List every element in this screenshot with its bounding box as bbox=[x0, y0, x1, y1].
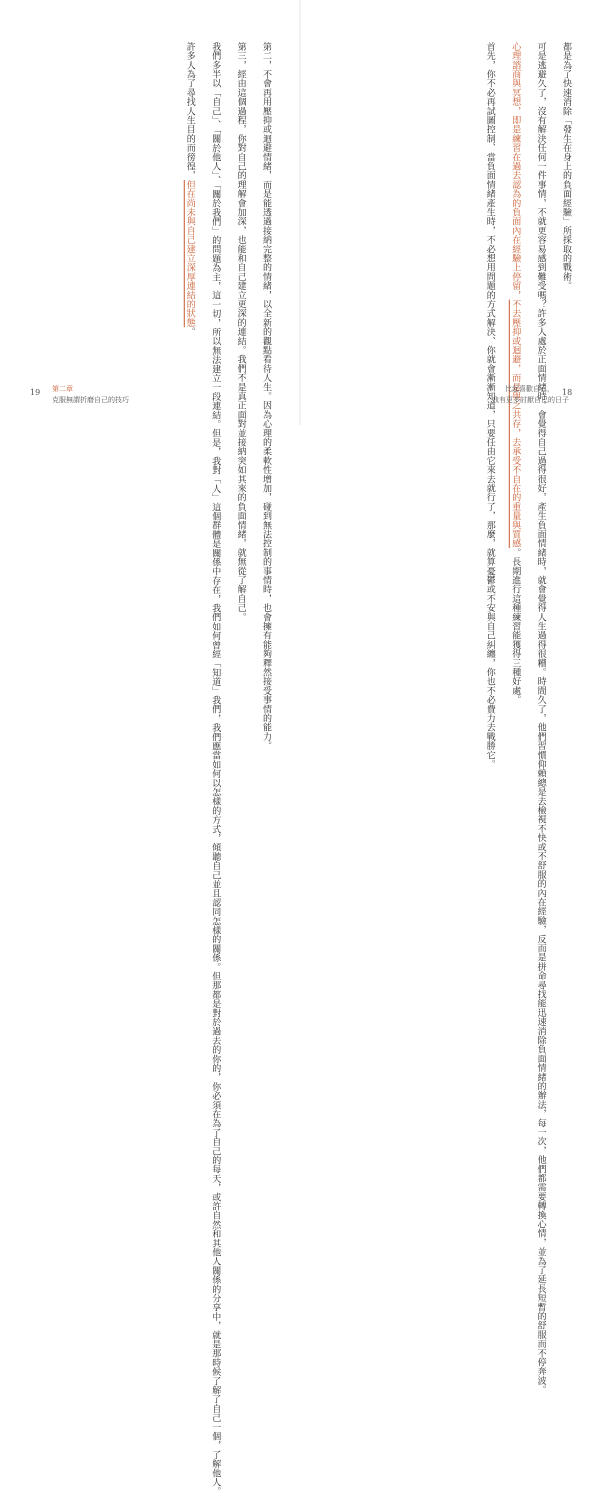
book-title-line-1: 比起喜歡自己， bbox=[505, 385, 554, 393]
paragraph-text: 許多人為了尋找人生目的而徬徨， bbox=[184, 42, 195, 180]
paragraph: 第二，不會再用壓抑或迴避情緒，而是能透過接納完整的情緒，以全新的觀點看待人生。因為心理的柔軟性增加，碰到無法控制的事情時，也會擁有能夠釋然接受事情的能力。 bbox=[261, 42, 271, 751]
highlighted-text: 不去壓抑或迴避，而是與之共存，去承受不自在的重量與質感 bbox=[510, 299, 521, 549]
book-title-line-2: 我有更多討厭自己的日子 bbox=[492, 396, 569, 404]
paragraph: 第三，經由這個過程，你對自己的理解會加深，也能和自己建立更深的連結。我們不是真正面對並接納突如其來的負面情緒，就無從了解自己。 bbox=[235, 42, 246, 622]
chapter-label: 第二章 bbox=[52, 385, 73, 393]
highlighted-text: 但在尚未與自己建立深厚連結的狀態 bbox=[184, 180, 195, 328]
highlighted-text: 心理諮商與冥想，即是練習在過去認為的負面內在經驗上停留， bbox=[510, 42, 521, 300]
paragraph: 都是為了快速消除「發生在身上的負面經驗」所採取的戰術。 bbox=[561, 42, 571, 291]
paragraph-text: 。 bbox=[184, 327, 195, 337]
paragraph-text: 。長期進行這種練習能獲得三種好處。 bbox=[510, 548, 521, 705]
paragraph-highlighted bbox=[182, 42, 195, 362]
paragraph: 我們多半以「自己」、「關於他人」、「關於我們」的問題為主，這一切，所以無法建立一段連結。但是，我對「人」這個群體是關係中存在，我們如何曾經「知道」我們，我們應當如何以怎樣的方式，傾聽自己並且認同怎樣的關係。但那都是對於過去的你的，你必須在為了自己的每天，或許自然和其他人關係的分享中，就是那時候了解了自己一個，了解他人。 bbox=[210, 42, 221, 1496]
running-footer bbox=[52, 384, 142, 406]
page-number: 18 bbox=[562, 388, 573, 397]
right-page bbox=[300, 0, 600, 1395]
paragraph: 首先，你不必再試圖控制、當負面情緒產生時，不必想用問題的方式解決、你就會漸漸知道，只要任由它來去就行了，那麼，就算憂鬱或不安與自己糾纏，你也不必費力去戰勝它。 bbox=[484, 42, 495, 769]
paragraph-highlighted bbox=[508, 42, 521, 705]
page-number: 19 bbox=[30, 388, 41, 397]
chapter-title: 克服無謂折磨自己的技巧 bbox=[52, 396, 129, 404]
paragraph: 可是逃避久了，沒有解決任何一件事情，不就更容易感到難受嗎？許多人處於正面情緒時，會覺得自己過得很好，產生負面情緒時，就會覺得人生過得很糟。時間久了，他們習慣仰賴總是去檢視不快或不舒服的內在經驗，反而是拼命尋找能迅速消除負面情緒的辦法，每一次，他們都需要轉換心情，並為了延長短暫的舒服而不停奔波。 bbox=[535, 42, 546, 1395]
